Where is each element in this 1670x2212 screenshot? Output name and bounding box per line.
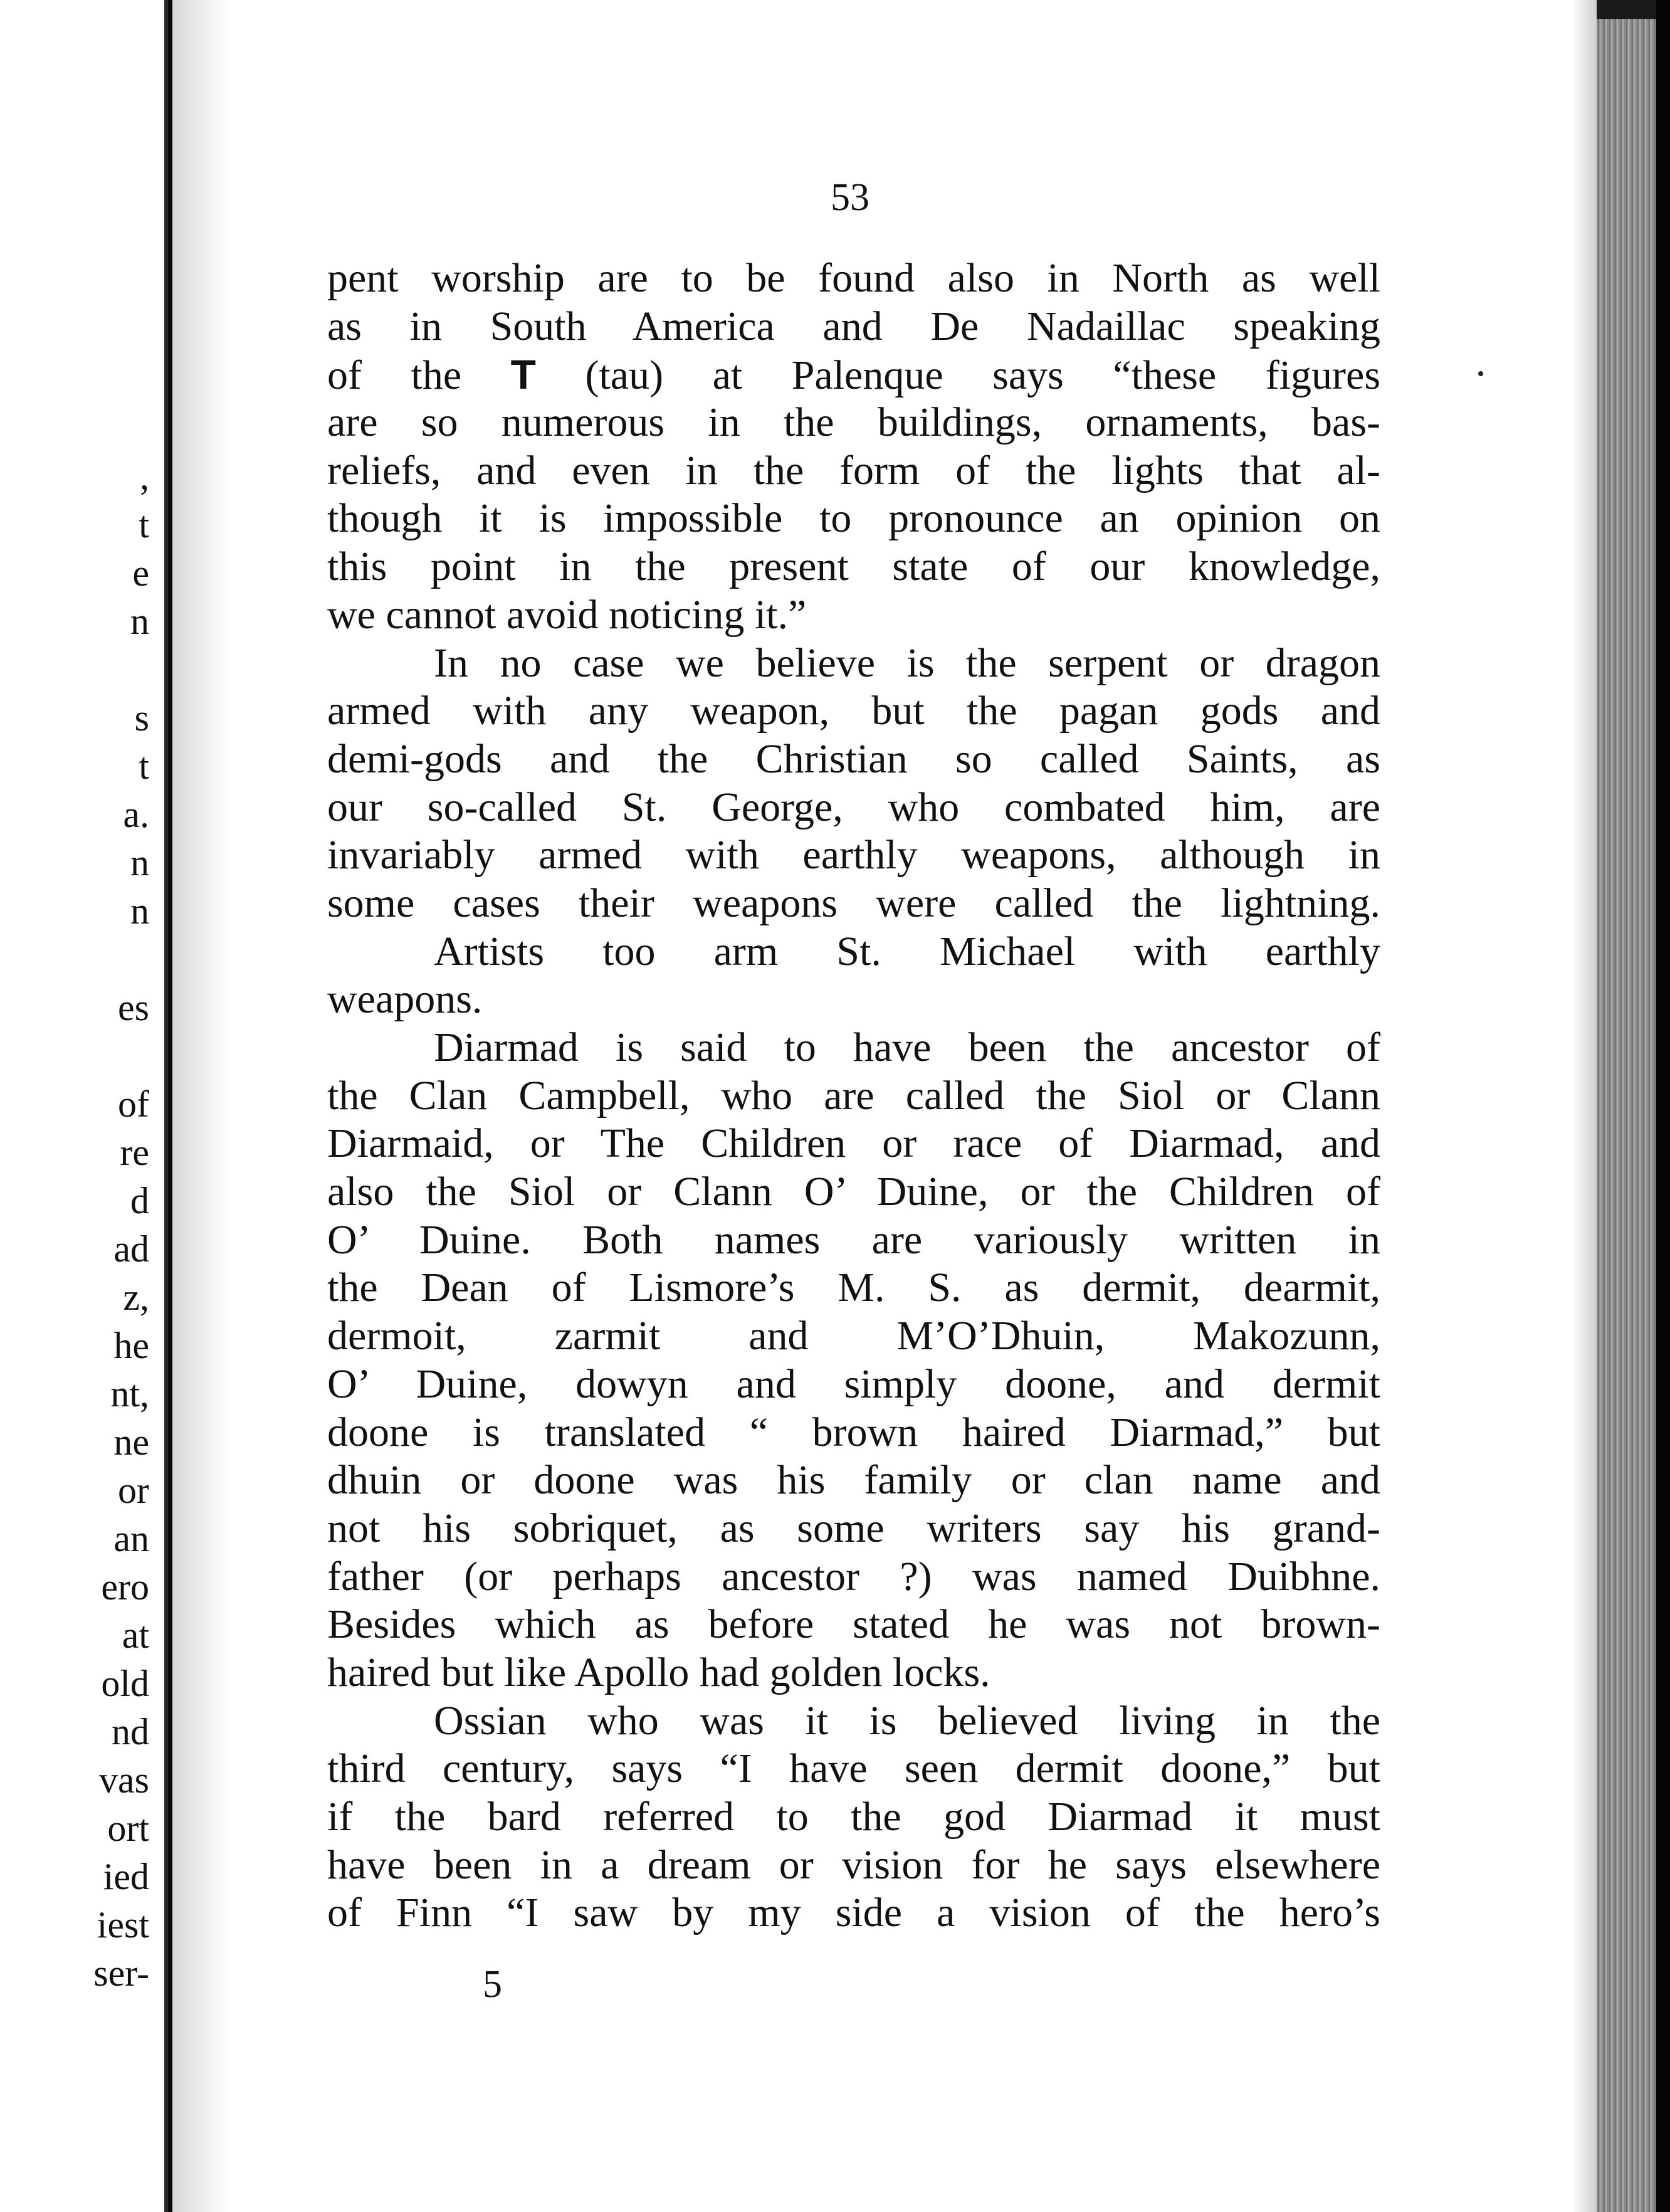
text-line: In no case we believe is the serpent or dragon: [434, 640, 1380, 686]
text-line: Ossian who was it is believed living in the: [434, 1697, 1380, 1744]
text-line: the Clan Campbell, who are called the Siol or Clann: [327, 1072, 1380, 1119]
facing-page-fragment: e: [132, 552, 149, 594]
text-line: Diarmad is said to have been the ancestor of: [434, 1024, 1380, 1070]
text-line: if the bard referred to the god Diarmad it must: [327, 1794, 1380, 1840]
facing-page-fragment: t: [139, 504, 149, 545]
gutter-line: [164, 0, 168, 2212]
body-text: [327, 255, 1380, 1937]
text-line: are so numerous in the buildings, ornaments, bas-: [327, 399, 1380, 446]
text-line: third century, says “I have seen dermit doone,” but: [327, 1746, 1380, 1792]
text-line: weapons.: [327, 976, 483, 1023]
text-line: invariably armed with earthly weapons, although in: [327, 832, 1380, 878]
facing-page-fragment: n: [130, 842, 149, 883]
text-line: we cannot avoid noticing it.”: [327, 591, 807, 638]
text-line: haired but like Apollo had golden locks.: [327, 1649, 990, 1695]
text-line: of Finn “I saw by my side a vision of the hero’s: [327, 1890, 1380, 1936]
facing-page-fragment: z,: [123, 1277, 149, 1318]
text-line: as in South America and De Nadaillac speaking: [327, 303, 1380, 349]
text-line: father (or perhaps ancestor ?) was named Duibhne.: [327, 1553, 1380, 1599]
text-line: have been in a dream or vision for he says elsewhere: [327, 1841, 1380, 1888]
page-stack-edge: [1597, 19, 1656, 2212]
text-line: Artists too arm St. Michael with earthly: [434, 928, 1380, 974]
facing-page-fragment: or: [118, 1470, 149, 1511]
text-line: our so-called St. George, who combated him, are: [327, 784, 1380, 830]
ink-speck: [1478, 371, 1483, 376]
facing-page-fragment: es: [118, 987, 149, 1028]
text-line: dhuin or doone was his family or clan name and: [327, 1457, 1380, 1504]
signature-mark: 5: [483, 1963, 502, 2006]
page-number: 53: [831, 176, 869, 219]
facing-page-fragment: iest: [97, 1904, 149, 1946]
facing-page-fragment: ad: [113, 1228, 149, 1270]
text-line: not his sobriquet, as some writers say his grand-: [327, 1505, 1380, 1551]
facing-page-fragment: an: [113, 1518, 149, 1559]
facing-page-fragment: he: [113, 1325, 149, 1366]
facing-page-fragment: of: [118, 1083, 149, 1125]
text-line: demi-gods and the Christian so called Saints, as: [327, 735, 1380, 782]
facing-page-fragment: ser-: [93, 1952, 149, 1994]
facing-page-fragment: a.: [123, 794, 149, 835]
text-line: O’ Duine. Both names are variously written in: [327, 1216, 1380, 1263]
facing-page-fragment: d: [130, 1180, 149, 1221]
facing-page-edge: [0, 0, 164, 2212]
text-line: pent worship are to be found also in North as well: [327, 255, 1380, 301]
text-line: Besides which as before stated he was not brown-: [327, 1601, 1380, 1648]
text-line: O’ Duine, dowyn and simply doone, and dermit: [327, 1361, 1380, 1407]
page-edge-shadow: [1572, 0, 1597, 2212]
text-line: this point in the present state of our knowledge,: [327, 544, 1380, 590]
facing-page-fragment: ero: [101, 1566, 149, 1608]
facing-page-fragment: vas: [99, 1759, 149, 1801]
facing-page-fragment: old: [101, 1663, 149, 1704]
facing-page-fragment: nd: [112, 1711, 149, 1752]
inner-margin-shade: [172, 0, 229, 2212]
facing-page-fragment: n: [130, 890, 149, 932]
text-line: also the Siol or Clann O’ Duine, or the Children of: [327, 1169, 1380, 1215]
facing-page-fragment: re: [120, 1132, 149, 1173]
facing-page-fragment: ,: [140, 456, 149, 497]
text-line: the Dean of Lismore’s M. S. as dermit, dearmit,: [327, 1265, 1380, 1311]
page-stack-top: [1597, 0, 1656, 19]
text-line: reliefs, and even in the form of the lights that al-: [327, 447, 1380, 493]
text-line: doone is translated “ brown haired Diarmad,” but: [327, 1409, 1380, 1455]
text-line: though it is impossible to pronounce an opinion on: [327, 495, 1380, 542]
text-line: dermoit, zarmit and M’O’Dhuin, Makozunn,: [327, 1313, 1380, 1359]
text-line: of the T (tau) at Palenque says “these figures: [327, 351, 1381, 399]
facing-page-fragment: n: [130, 601, 149, 642]
facing-page-fragment: ort: [107, 1808, 149, 1849]
facing-page-fragment: nt,: [110, 1373, 149, 1414]
facing-page-fragment: ied: [103, 1856, 149, 1897]
text-line: armed with any weapon, but the pagan gods and: [327, 688, 1380, 734]
tau-symbol: T: [510, 351, 536, 398]
scan-border: [1656, 0, 1670, 2212]
facing-page-fragment: ne: [113, 1421, 149, 1463]
text-line: Diarmaid, or The Children or race of Diarmad, and: [327, 1120, 1380, 1167]
text-line: some cases their weapons were called the lightning.: [327, 880, 1380, 926]
facing-page-fragment: s: [134, 697, 149, 739]
facing-page-fragment: t: [139, 745, 149, 787]
facing-page-fragment: at: [122, 1614, 149, 1656]
